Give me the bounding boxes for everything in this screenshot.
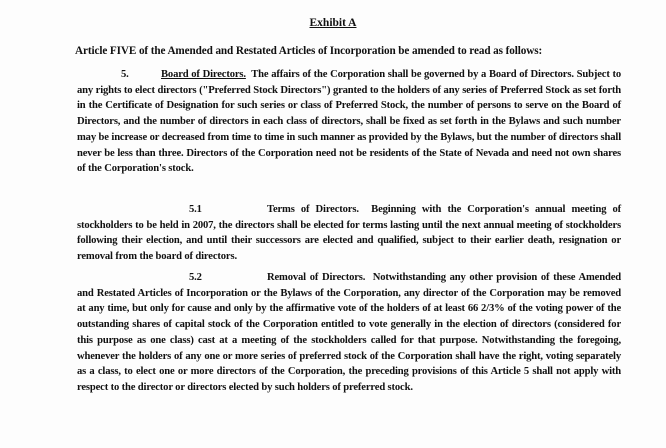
section-5 (77, 67, 621, 177)
section-number: 5.2 (189, 272, 202, 283)
section-body: The affairs of the Corporation shall be governed by a Board of Directors. Subject to any rights to elect directors ("Preferred Stock Directors") granted to the holders of any series of Preferred Stock as set forth in the Certificate of Designation for such series or class of Preferred Stock, the number of persons to serve on the Board of Directors, and the number of directors in each class of directors, shall be fixed as set forth in the Bylaws and such number may be increase or decreased from time to time in such manner as provided by the Bylaws, but the number of directors shall never be less than three. Directors of the Corporation need not be residents of the State of Nevada and need not own shares of the Corporation's stock. (77, 69, 621, 175)
section-5-2 (77, 270, 621, 396)
section-heading: Terms of Directors. (267, 204, 359, 215)
section-body: Beginning with the Corporation's annual meeting of stockholders to be held in 2007, the directors shall be elected for terms lasting until the next annual meeting of stockholders following their election, and until their successors are elected and qualified, subject to their earlier death, resignation or removal from the board of directors. (77, 204, 622, 263)
section-number: 5.1 (189, 204, 202, 215)
section-heading: Board of Directors. (161, 69, 246, 80)
section-number: 5. (121, 69, 129, 80)
intro-text: Article FIVE of the Amended and Restated Articles of Incorporation be amended to read as follows: (75, 45, 543, 57)
section-body: Notwithstanding any other provision of these Amended and Restated Articles of Incorporation or the Bylaws of the Corporation, any director of the Corporation may be removed at any time, but only for cause and only by the affirmative vote of the holders of at least 66 2/3% of the voting power of the outstanding shares of capital stock of the Corporation entitled to vote generally in the election of directors (considered for this purpose as one class) cast at a meeting of the stockholders called for that purpose. Notwithstanding the foregoing, whenever the holders of any one or more series of preferred stock of the Corporation shall have the right, voting separately as a class, to elect one or more directors of the Corporation, the preceding provisions of this Article 5 shall not apply with respect to the director or directors elected by such holders of preferred stock. (77, 272, 622, 393)
section-5-1 (77, 202, 621, 265)
section-heading: Removal of Directors. (267, 272, 366, 283)
exhibit-title: Exhibit A (309, 17, 357, 29)
